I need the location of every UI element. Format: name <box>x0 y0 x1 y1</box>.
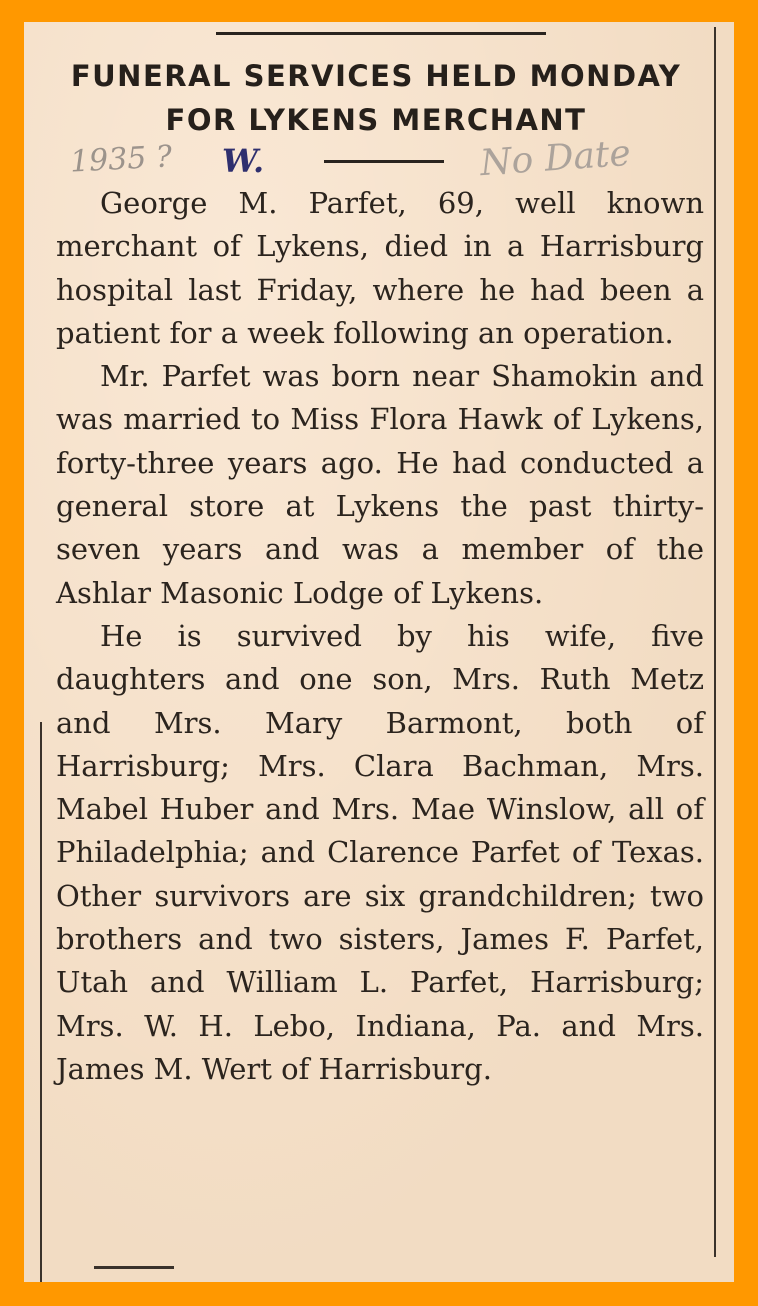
handwritten-date-note: 1935 ? <box>69 139 173 180</box>
separator-rule <box>324 160 444 163</box>
headline: FUNERAL SERVICES HELD MONDAY FOR LYKENS MERCHANT <box>70 59 682 137</box>
article-body <box>56 182 704 1091</box>
column-rule-left <box>40 722 42 1282</box>
handwritten-no-date-note: No Date <box>478 132 632 185</box>
top-rule <box>216 32 546 35</box>
paragraph-3: He is survived by his wife, five daughters and one son, Mrs. Ruth Metz and Mrs. Mary Barmont, both of Harrisburg; Mrs. Clara Bachman, Mrs. Mabel Huber and Mrs. Mae Winslow, all of Philadelphia; and Clarence Parfet of Texas. Other survivors are six grandchildren; two brothers and two sisters, James F. Parfet, Utah and William L. Parfet, Harrisburg; Mrs. W. H. Lebo, Indiana, Pa. and Mrs. James M. Wert of Harrisburg. <box>56 618 704 1086</box>
clipping-cut-remnant <box>94 1266 174 1269</box>
column-rule-right <box>714 27 716 1257</box>
newspaper-clipping <box>24 22 734 1282</box>
paragraph-2: Mr. Parfet was born near Shamokin and was married to Miss Flora Hawk of Lykens, forty-three years ago. He had conducted a general store at Lykens the past thirty-seven years and was a member of the Ashlar Masonic Lodge of Lykens. <box>56 359 704 610</box>
paragraph-1: George M. Parfet, 69, well known merchant of Lykens, died in a Harrisburg hospital last Friday, where he had been a patient for a week following an operation. <box>56 186 704 350</box>
handwritten-initial: W. <box>222 142 265 180</box>
